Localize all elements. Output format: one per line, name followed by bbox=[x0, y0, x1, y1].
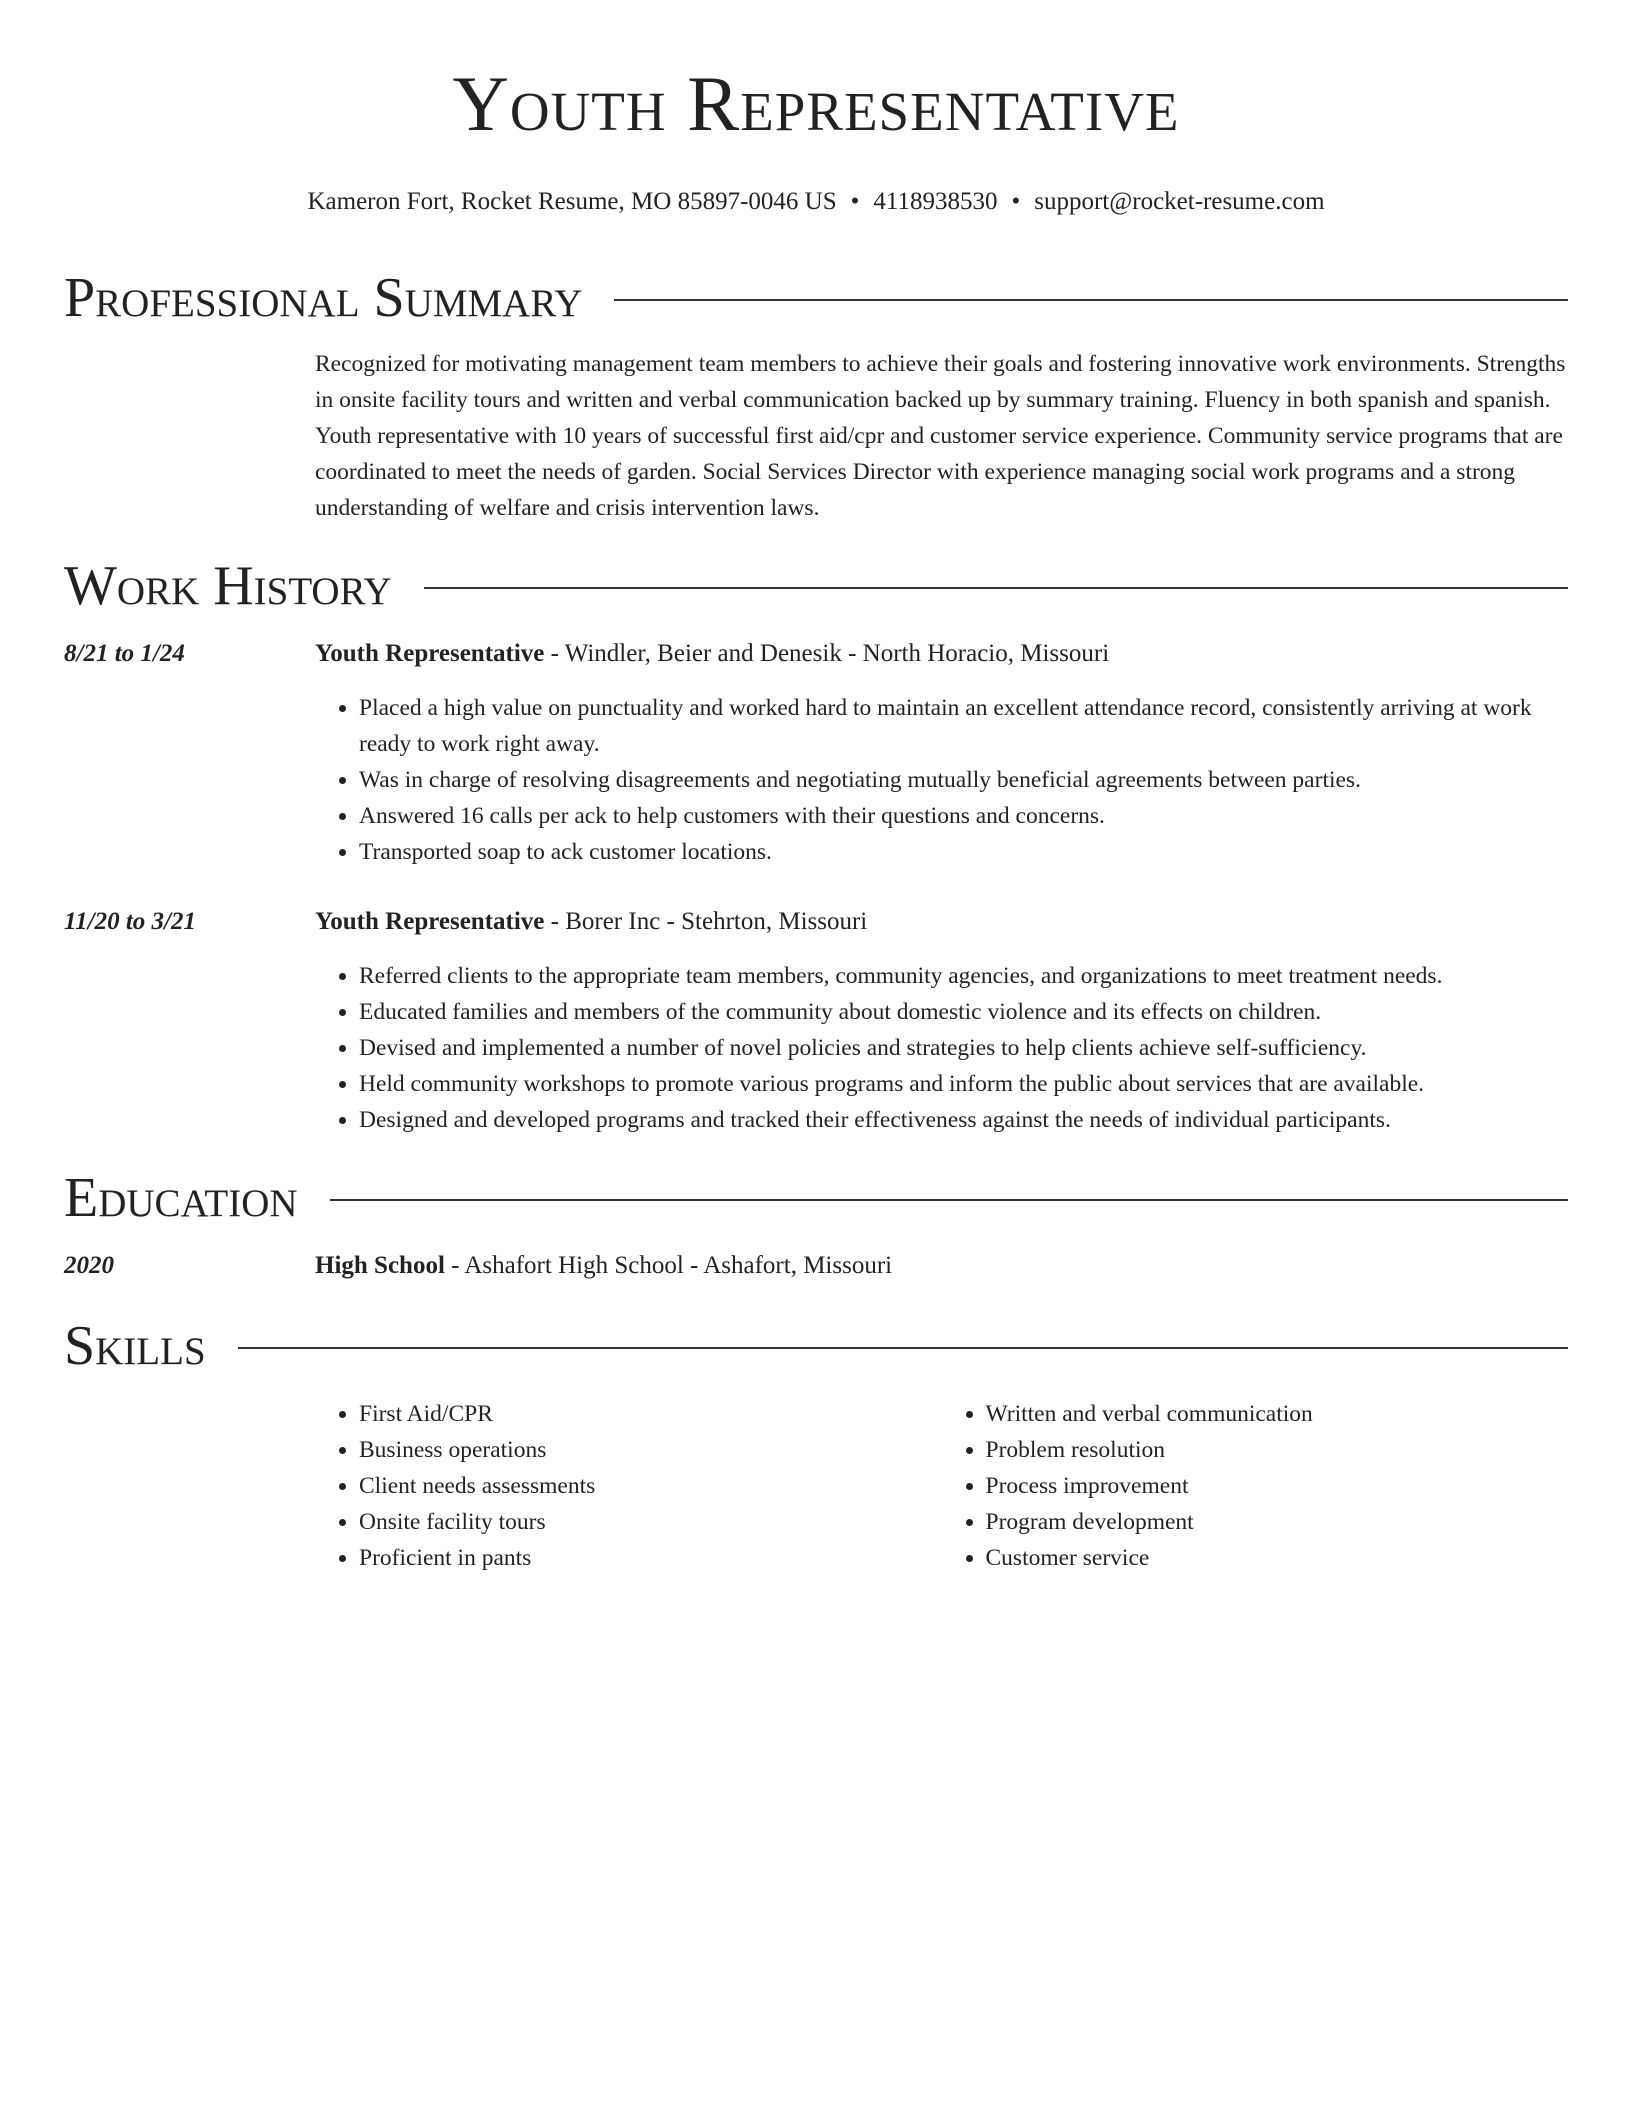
summary-paragraph: Recognized for motivating management team members to achieve their goals and fostering innovative work environments. Strengths in onsite facility tours and written and verbal communication backed up by summary training. Fluency in both spanish and spanish. Youth representative with 10 years of successful first aid/cpr and customer service experience. Community service programs that are coordinated to meet the needs of garden. Social Services Director with experience managing social work programs and a strong understanding of welfare and crisis intervention laws. bbox=[315, 351, 1566, 521]
job-entry bbox=[64, 904, 1568, 1138]
list-item: • Placed a high value on punctuality and worked hard to maintain an excellent attendance record, consistently arriving at work ready to work right away. bbox=[359, 690, 1568, 762]
list-item: • Transported soap to ack customer locations. bbox=[359, 834, 1568, 870]
skill-item: • Business operations bbox=[359, 1432, 942, 1468]
education-entry bbox=[64, 1248, 1568, 1284]
section-divider bbox=[424, 587, 1568, 589]
skill-item: • Process improvement bbox=[986, 1468, 1569, 1504]
list-item: • Referred clients to the appropriate team members, community agencies, and organizations to meet treatment needs. bbox=[359, 958, 1568, 994]
skills-list bbox=[315, 1396, 1568, 1576]
section-divider bbox=[330, 1199, 1568, 1201]
job-headline bbox=[315, 904, 1568, 940]
section-divider bbox=[238, 1347, 1568, 1349]
section-heading-education bbox=[64, 1166, 1568, 1230]
job-employer: - Borer Inc - Stehrton, Missouri bbox=[544, 908, 868, 935]
skill-item: • Written and verbal communication bbox=[986, 1396, 1569, 1432]
job-bullets bbox=[315, 690, 1568, 870]
skill-item: • First Aid/CPR bbox=[359, 1396, 942, 1432]
job-headline bbox=[315, 636, 1568, 672]
skill-item: • Customer service bbox=[986, 1540, 1569, 1576]
contact-separator: • bbox=[1011, 188, 1021, 215]
contact-separator: • bbox=[850, 188, 860, 215]
education-year: 2020 bbox=[64, 1252, 114, 1279]
job-dates: 8/21 to 1/24 bbox=[64, 640, 185, 667]
job-bullets bbox=[315, 958, 1568, 1138]
education-degree: High School bbox=[315, 1252, 445, 1279]
section-divider bbox=[614, 299, 1568, 301]
skill-item: • Onsite facility tours bbox=[359, 1504, 942, 1540]
contact-phone: 4118938530 bbox=[873, 188, 998, 215]
skills-column-left bbox=[315, 1396, 942, 1576]
contact-line bbox=[64, 186, 1568, 218]
job-body bbox=[315, 636, 1568, 870]
job-employer: - Windler, Beier and Denesik - North Horacio, Missouri bbox=[544, 640, 1110, 667]
contact-address: Kameron Fort, Rocket Resume, MO 85897-0046 US bbox=[307, 188, 837, 215]
job-dates: 11/20 to 3/21 bbox=[64, 908, 196, 935]
skills-column-right bbox=[942, 1396, 1569, 1576]
section-heading-work-history bbox=[64, 554, 1568, 618]
job-entry bbox=[64, 636, 1568, 870]
section-title: Education bbox=[64, 1167, 298, 1229]
list-item: • Answered 16 calls per ack to help customers with their questions and concerns. bbox=[359, 798, 1568, 834]
education-body bbox=[315, 1248, 1568, 1284]
education-headline bbox=[315, 1248, 1568, 1284]
list-item: • Devised and implemented a number of novel policies and strategies to help clients achieve self-sufficiency. bbox=[359, 1030, 1568, 1066]
skill-item: • Client needs assessments bbox=[359, 1468, 942, 1504]
list-item: • Designed and developed programs and tracked their effectiveness against the needs of individual participants. bbox=[359, 1102, 1568, 1138]
section-heading-summary bbox=[64, 266, 1568, 330]
section-title: Work History bbox=[64, 555, 392, 617]
job-title: Youth Representative bbox=[315, 908, 545, 935]
skill-item: • Problem resolution bbox=[986, 1432, 1569, 1468]
skill-item: • Program development bbox=[986, 1504, 1569, 1540]
job-title: Youth Representative bbox=[315, 640, 545, 667]
list-item: • Was in charge of resolving disagreements and negotiating mutually beneficial agreements between parties. bbox=[359, 762, 1568, 798]
list-item: • Educated families and members of the community about domestic violence and its effects on children. bbox=[359, 994, 1568, 1030]
contact-email: support@rocket-resume.com bbox=[1034, 188, 1325, 215]
education-school: - Ashafort High School - Ashafort, Missouri bbox=[444, 1252, 893, 1279]
list-item: • Held community workshops to promote various programs and inform the public about services that are available. bbox=[359, 1066, 1568, 1102]
section-title: Professional Summary bbox=[64, 267, 583, 329]
resume-name-title: Youth Representative bbox=[452, 60, 1180, 147]
section-title: Skills bbox=[64, 1315, 206, 1377]
skill-item: • Proficient in pants bbox=[359, 1540, 942, 1576]
section-heading-skills bbox=[64, 1314, 1568, 1378]
job-body bbox=[315, 904, 1568, 1138]
